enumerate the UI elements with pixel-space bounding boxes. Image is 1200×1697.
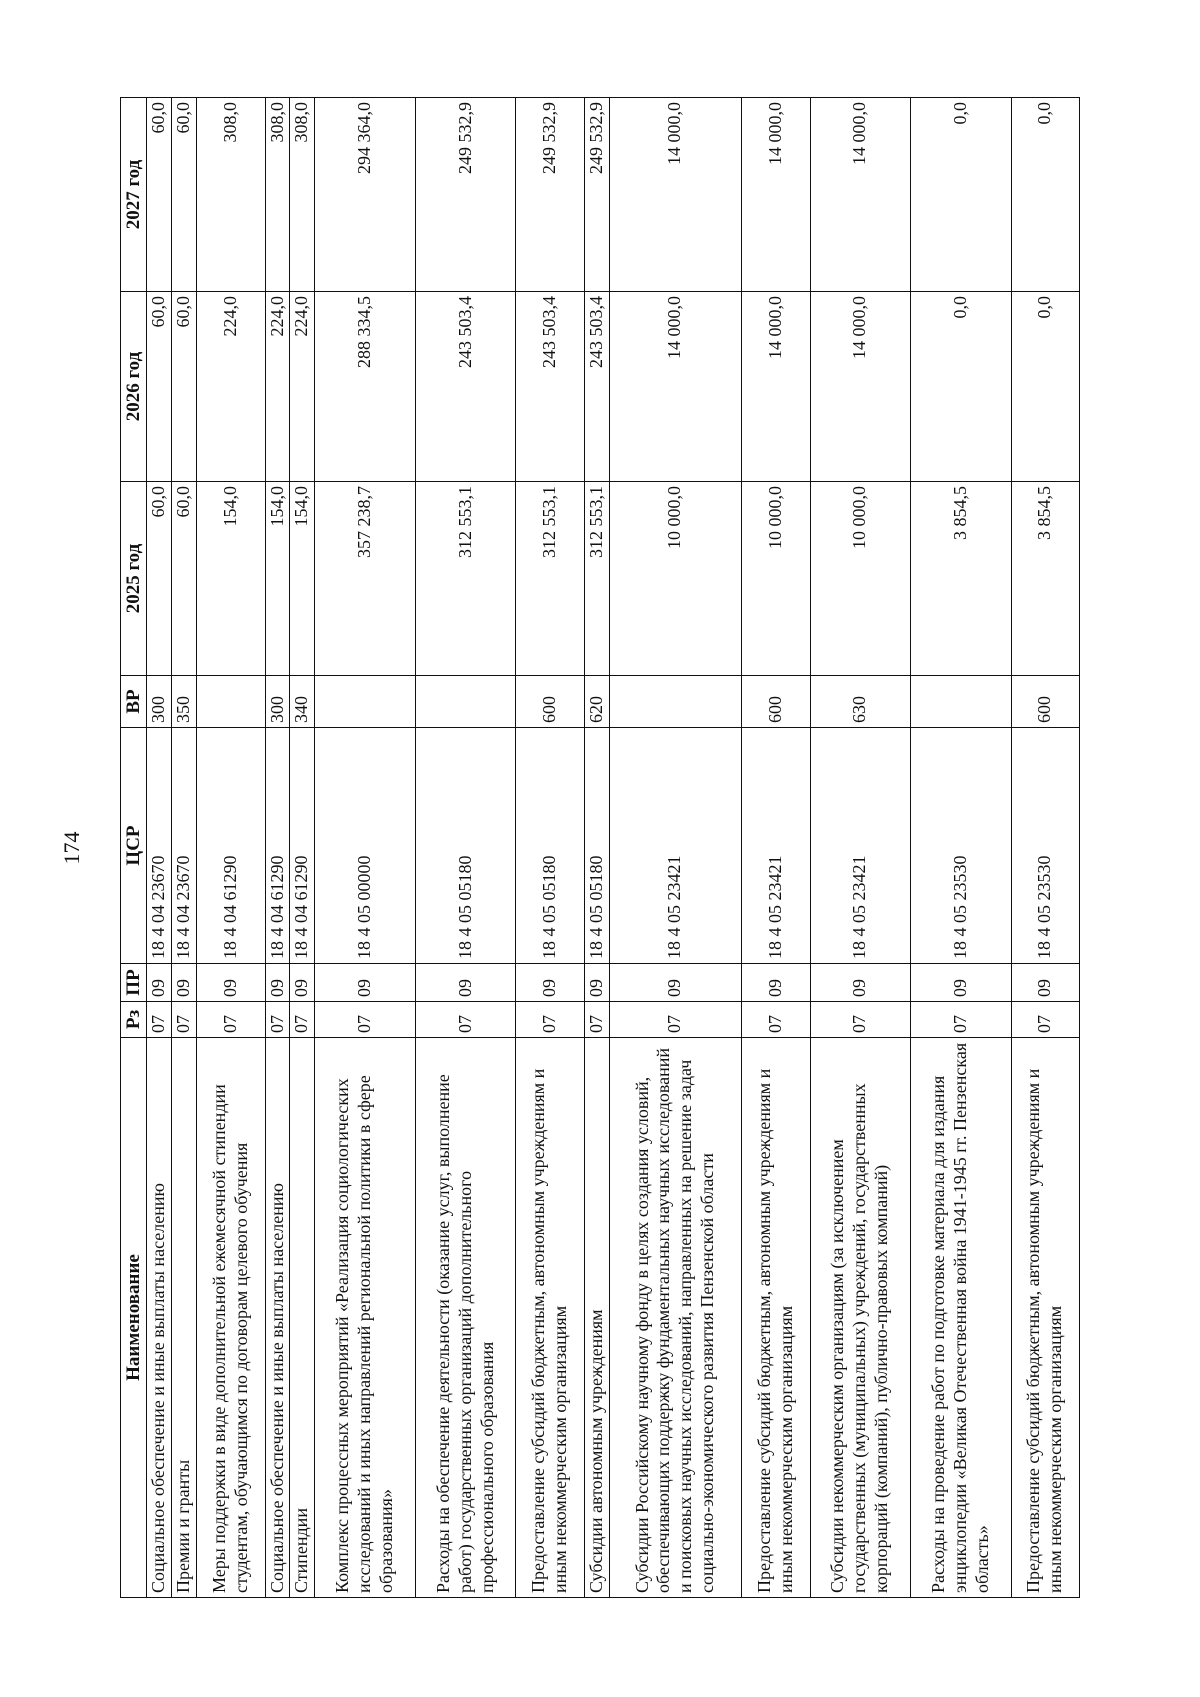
cell-pr: 09 [290, 964, 315, 1002]
table-row [1011, 98, 1080, 1598]
cell-csr: 18 4 05 23421 [810, 728, 910, 964]
cell-csr: 18 4 05 05180 [584, 728, 609, 964]
cell-2026: 224,0 [197, 292, 265, 482]
table-row [742, 98, 810, 1598]
cell-rz: 07 [810, 1002, 910, 1038]
cell-rz: 07 [911, 1002, 1011, 1038]
table-row [516, 98, 584, 1598]
cell-2025: 312 553,1 [415, 482, 515, 676]
cell-2025: 312 553,1 [516, 482, 584, 676]
cell-rz: 07 [315, 1002, 415, 1038]
cell-2026: 224,0 [290, 292, 315, 482]
cell-2027: 249 532,9 [415, 98, 515, 292]
cell-name: Субсидии некоммерческим организациям (за исключением государственных (муниципальных) учреждений, государственных корпораций (компаний), публично-правовых компаний) [810, 1038, 910, 1598]
cell-2025: 154,0 [265, 482, 290, 676]
header-2025: 2025 год [121, 482, 147, 676]
header-2026: 2026 год [121, 292, 147, 482]
cell-csr: 18 4 05 00000 [315, 728, 415, 964]
table-body [147, 98, 1080, 1598]
cell-name: Расходы на обеспечение деятельности (оказание услуг, выполнение работ) государственных организаций дополнительного профессионального образования [415, 1038, 515, 1598]
rotated-table-frame [120, 98, 1080, 1598]
cell-name: Стипендии [290, 1038, 315, 1598]
cell-2027: 308,0 [197, 98, 265, 292]
cell-vr: 600 [742, 676, 810, 728]
cell-2027: 0,0 [911, 98, 1011, 292]
table-row [197, 98, 265, 1598]
cell-2026: 224,0 [265, 292, 290, 482]
cell-2025: 3 854,5 [1011, 482, 1080, 676]
cell-rz: 07 [290, 1002, 315, 1038]
cell-name: Премии и гранты [172, 1038, 197, 1598]
cell-pr: 09 [742, 964, 810, 1002]
cell-rz: 07 [147, 1002, 172, 1038]
cell-name: Комплекс процессных мероприятий «Реализация социологических исследований и иных направлений региональной политики в сфере образования» [315, 1038, 415, 1598]
cell-name: Субсидии Российскому научному фонду в целях создания условий, обеспечивающих поддержку фундаментальных научных исследований и поисковых научных исследований, направленных на решение задач социально-экономического развития Пензенской области [609, 1038, 741, 1598]
cell-csr: 18 4 05 23530 [1011, 728, 1080, 964]
cell-vr: 600 [1011, 676, 1080, 728]
cell-rz: 07 [584, 1002, 609, 1038]
cell-vr [911, 676, 1011, 728]
cell-2025: 357 238,7 [315, 482, 415, 676]
table-row [584, 98, 609, 1598]
cell-2025: 154,0 [290, 482, 315, 676]
cell-pr: 09 [609, 964, 741, 1002]
cell-2027: 14 000,0 [609, 98, 741, 292]
cell-2026: 14 000,0 [609, 292, 741, 482]
cell-2027: 0,0 [1011, 98, 1080, 292]
cell-csr: 18 4 05 23421 [609, 728, 741, 964]
cell-vr: 300 [265, 676, 290, 728]
cell-csr: 18 4 04 23670 [172, 728, 197, 964]
cell-2026: 243 503,4 [584, 292, 609, 482]
cell-pr: 09 [810, 964, 910, 1002]
header-vr: ВР [121, 676, 147, 728]
cell-vr [415, 676, 515, 728]
cell-name: Социальное обеспечение и иные выплаты населению [147, 1038, 172, 1598]
cell-name: Расходы на проведение работ по подготовке материала для издания энциклопедии «Великая Отечественная война 1941-1945 гг. Пензенская область» [911, 1038, 1011, 1598]
cell-csr: 18 4 04 61290 [265, 728, 290, 964]
cell-rz: 07 [742, 1002, 810, 1038]
cell-rz: 07 [609, 1002, 741, 1038]
cell-2026: 60,0 [147, 292, 172, 482]
table-row [810, 98, 910, 1598]
cell-2025: 312 553,1 [584, 482, 609, 676]
cell-2027: 60,0 [172, 98, 197, 292]
cell-csr: 18 4 05 05180 [516, 728, 584, 964]
cell-csr: 18 4 05 23530 [911, 728, 1011, 964]
cell-rz: 07 [197, 1002, 265, 1038]
cell-2025: 3 854,5 [911, 482, 1011, 676]
cell-pr: 09 [197, 964, 265, 1002]
cell-2027: 249 532,9 [584, 98, 609, 292]
cell-2027: 308,0 [265, 98, 290, 292]
cell-2026: 0,0 [911, 292, 1011, 482]
cell-name: Социальное обеспечение и иные выплаты населению [265, 1038, 290, 1598]
header-csr: ЦСР [121, 728, 147, 964]
cell-2026: 0,0 [1011, 292, 1080, 482]
cell-name: Субсидии автономным учреждениям [584, 1038, 609, 1598]
table-row [911, 98, 1011, 1598]
cell-vr: 620 [584, 676, 609, 728]
header-2027: 2027 год [121, 98, 147, 292]
cell-2027: 294 364,0 [315, 98, 415, 292]
cell-vr: 350 [172, 676, 197, 728]
cell-2027: 60,0 [147, 98, 172, 292]
cell-2026: 14 000,0 [742, 292, 810, 482]
cell-2026: 243 503,4 [516, 292, 584, 482]
cell-pr: 09 [265, 964, 290, 1002]
cell-csr: 18 4 04 23670 [147, 728, 172, 964]
cell-2027: 14 000,0 [742, 98, 810, 292]
cell-2025: 154,0 [197, 482, 265, 676]
table-row [265, 98, 290, 1598]
cell-rz: 07 [415, 1002, 515, 1038]
cell-vr: 630 [810, 676, 910, 728]
cell-2026: 243 503,4 [415, 292, 515, 482]
cell-2026: 14 000,0 [810, 292, 910, 482]
cell-rz: 07 [172, 1002, 197, 1038]
cell-vr [197, 676, 265, 728]
cell-2025: 60,0 [172, 482, 197, 676]
table-row [172, 98, 197, 1598]
cell-2026: 60,0 [172, 292, 197, 482]
budget-table [120, 97, 1080, 1598]
cell-csr: 18 4 05 05180 [415, 728, 515, 964]
cell-pr: 09 [516, 964, 584, 1002]
header-rz: Рз [121, 1002, 147, 1038]
cell-2025: 10 000,0 [609, 482, 741, 676]
cell-name: Предоставление субсидий бюджетным, автономным учреждениям и иным некоммерческим организациям [742, 1038, 810, 1598]
cell-rz: 07 [516, 1002, 584, 1038]
cell-2027: 308,0 [290, 98, 315, 292]
cell-rz: 07 [265, 1002, 290, 1038]
cell-pr: 09 [584, 964, 609, 1002]
table-row [315, 98, 415, 1598]
table-row [415, 98, 515, 1598]
cell-name: Меры поддержки в виде дополнительной ежемесячной стипендии студентам, обучающимся по договорам целевого обучения [197, 1038, 265, 1598]
cell-2027: 14 000,0 [810, 98, 910, 292]
cell-vr: 600 [516, 676, 584, 728]
cell-vr: 340 [290, 676, 315, 728]
cell-2026: 288 334,5 [315, 292, 415, 482]
table-row [609, 98, 741, 1598]
cell-pr: 09 [415, 964, 515, 1002]
cell-pr: 09 [911, 964, 1011, 1002]
page-number: 174 [59, 831, 84, 865]
cell-rz: 07 [1011, 1002, 1080, 1038]
cell-vr: 300 [147, 676, 172, 728]
cell-csr: 18 4 04 61290 [197, 728, 265, 964]
table-header-row [121, 98, 147, 1598]
cell-name: Предоставление субсидий бюджетным, автономным учреждениям и иным некоммерческим организациям [1011, 1038, 1080, 1598]
header-pr: ПР [121, 964, 147, 1002]
cell-2025: 10 000,0 [742, 482, 810, 676]
cell-2025: 10 000,0 [810, 482, 910, 676]
cell-pr: 09 [1011, 964, 1080, 1002]
cell-pr: 09 [147, 964, 172, 1002]
cell-name: Предоставление субсидий бюджетным, автономным учреждениям и иным некоммерческим организациям [516, 1038, 584, 1598]
cell-vr [315, 676, 415, 728]
cell-csr: 18 4 04 61290 [290, 728, 315, 964]
cell-pr: 09 [315, 964, 415, 1002]
cell-vr [609, 676, 741, 728]
header-name: Наименование [121, 1038, 147, 1598]
table-row [147, 98, 172, 1598]
cell-pr: 09 [172, 964, 197, 1002]
table-row [290, 98, 315, 1598]
cell-2025: 60,0 [147, 482, 172, 676]
cell-2027: 249 532,9 [516, 98, 584, 292]
cell-csr: 18 4 05 23421 [742, 728, 810, 964]
